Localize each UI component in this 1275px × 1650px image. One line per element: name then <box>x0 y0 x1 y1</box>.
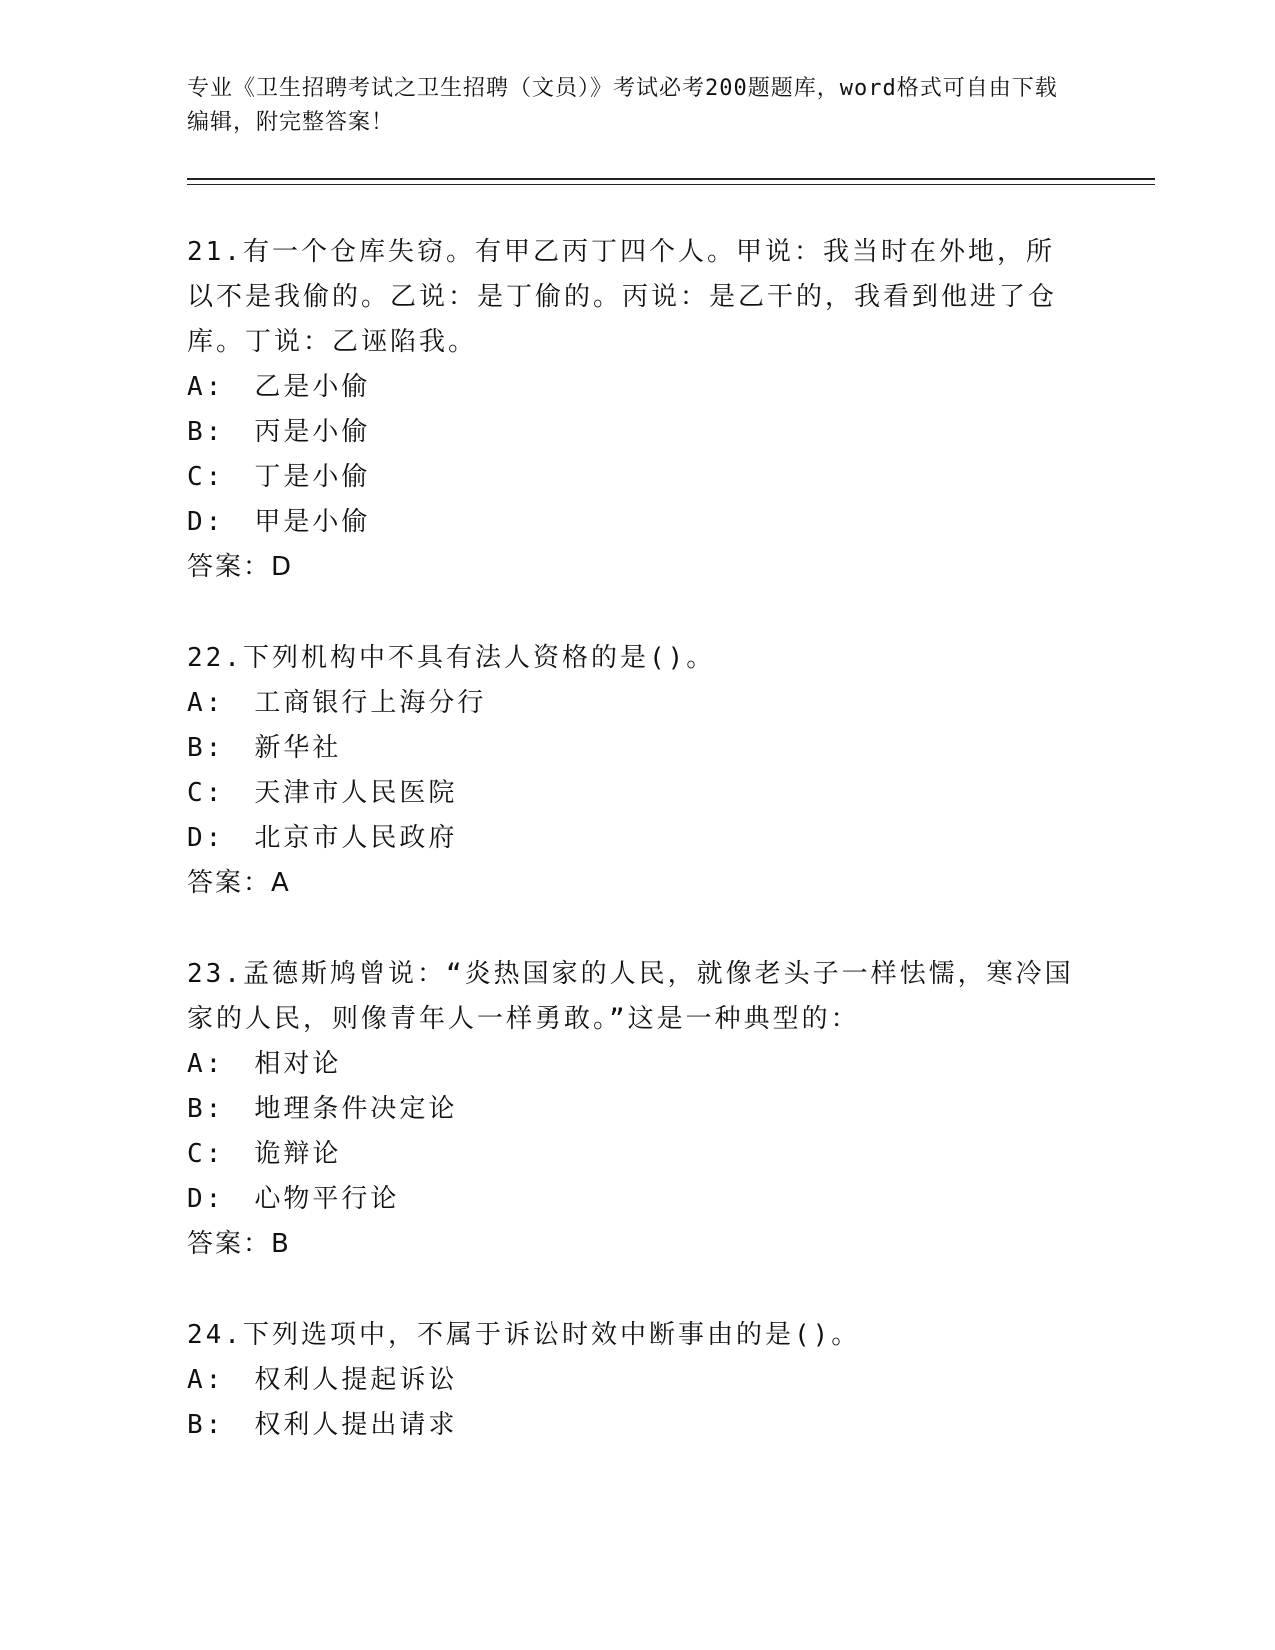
option-text: 地理条件决定论 <box>254 1094 458 1124</box>
question-list <box>187 230 1077 1494</box>
option-text: 权利人提起诉讼 <box>254 1365 458 1395</box>
question-stem: 24.下列选项中，不属于诉讼时效中断事由的是()。 <box>187 1320 861 1350</box>
answer-line: 答案：D <box>187 552 294 582</box>
option-b <box>187 1403 1077 1448</box>
option-letter: A: <box>187 688 225 718</box>
option-a <box>187 681 1077 726</box>
option-text: 甲是小偷 <box>254 507 371 537</box>
option-letter: C: <box>187 778 225 808</box>
option-a <box>187 1358 1077 1403</box>
question-24 <box>187 1313 1077 1448</box>
option-letter: C: <box>187 1139 225 1169</box>
option-text: 乙是小偷 <box>254 372 371 402</box>
option-text: 相对论 <box>254 1049 342 1079</box>
option-d <box>187 1177 1077 1222</box>
question-stem: 21.有一个仓库失窃。有甲乙丙丁四个人。甲说：我当时在外地，所以不是我偷的。乙说：是丁偷的。丙说：是乙干的，我看到他进了仓库。丁说：乙诬陷我。 <box>187 237 1058 357</box>
option-letter: B: <box>187 417 225 447</box>
option-letter: C: <box>187 462 225 492</box>
option-c <box>187 455 1077 500</box>
answer-line: 答案：A <box>187 868 291 898</box>
header-divider-thick <box>187 178 1155 180</box>
option-letter: A: <box>187 372 225 402</box>
answer-line: 答案：B <box>187 1229 291 1259</box>
option-letter: D: <box>187 823 225 853</box>
option-text: 北京市人民政府 <box>254 823 458 853</box>
option-letter: D: <box>187 507 225 537</box>
option-letter: B: <box>187 1094 225 1124</box>
option-d <box>187 500 1077 545</box>
option-text: 诡辩论 <box>254 1139 342 1169</box>
option-text: 新华社 <box>254 733 342 763</box>
option-a <box>187 365 1077 410</box>
option-a <box>187 1042 1077 1087</box>
document-header: 专业《卫生招聘考试之卫生招聘（文员）》考试必考200题题库，word格式可自由下载编辑，附完整答案！ <box>187 76 1058 135</box>
option-letter: A: <box>187 1365 225 1395</box>
option-text: 丙是小偷 <box>254 417 371 447</box>
option-c <box>187 771 1077 816</box>
question-stem: 22.下列机构中不具有法人资格的是()。 <box>187 643 716 673</box>
question-21 <box>187 230 1077 590</box>
question-stem: 23.孟德斯鸠曾说：“炎热国家的人民，就像老头子一样怯懦，寒冷国家的人民，则像青年人一样勇敢。”这是一种典型的： <box>187 959 1074 1034</box>
question-23 <box>187 952 1077 1267</box>
question-22 <box>187 636 1077 906</box>
option-letter: A: <box>187 1049 225 1079</box>
option-b <box>187 1087 1077 1132</box>
option-text: 天津市人民医院 <box>254 778 458 808</box>
option-text: 心物平行论 <box>254 1184 400 1214</box>
option-d <box>187 816 1077 861</box>
option-letter: B: <box>187 733 225 763</box>
option-text: 权利人提出请求 <box>254 1410 458 1440</box>
option-b <box>187 726 1077 771</box>
option-text: 工商银行上海分行 <box>254 688 487 718</box>
option-c <box>187 1132 1077 1177</box>
option-letter: B: <box>187 1410 225 1440</box>
option-letter: D: <box>187 1184 225 1214</box>
header-divider-thin <box>187 184 1155 185</box>
option-text: 丁是小偷 <box>254 462 371 492</box>
option-b <box>187 410 1077 455</box>
